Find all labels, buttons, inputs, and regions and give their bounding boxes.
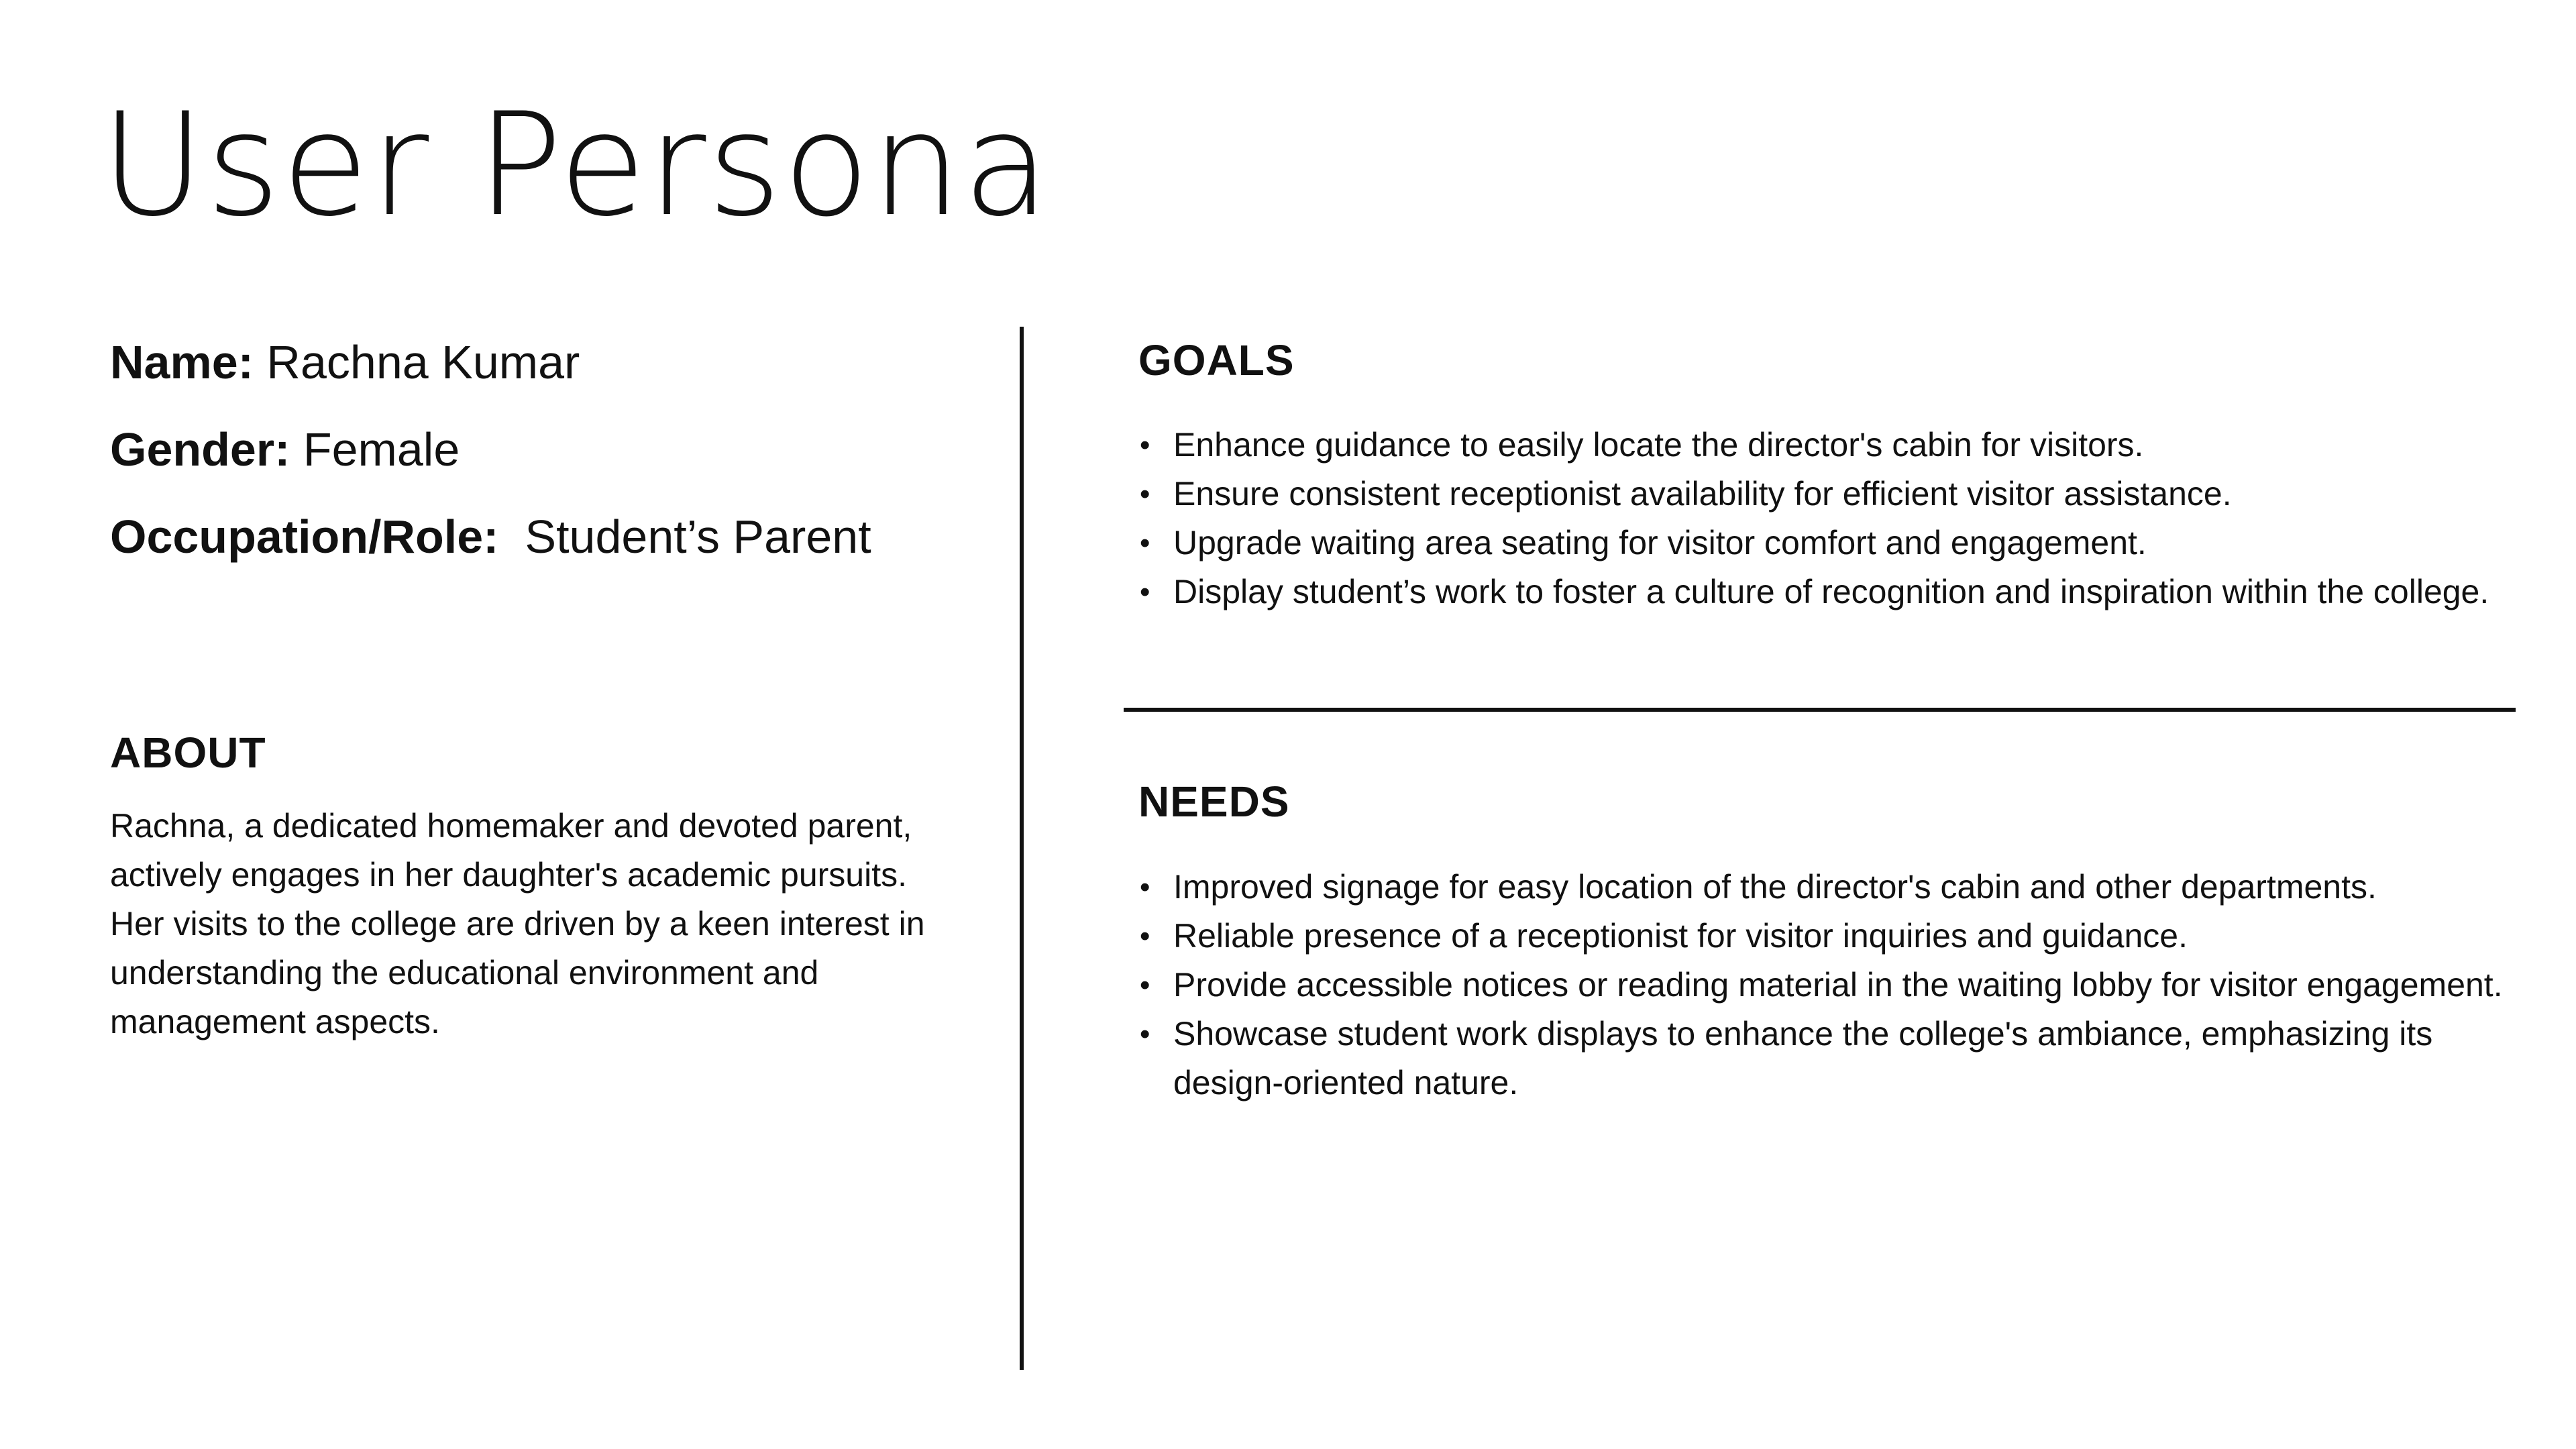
page-title: User Persona [101, 82, 1051, 248]
horizontal-divider [1124, 708, 2516, 712]
need-item: • Reliable presence of a receptionist for visitor inquiries and guidance. [1138, 912, 2514, 961]
needs-list [1138, 863, 2514, 1108]
goals-heading: GOALS [1138, 336, 1295, 384]
goals-list [1138, 421, 2514, 616]
goal-item: • Display student’s work to foster a culture of recognition and inspiration within the college. [1138, 568, 2514, 616]
occupation-value: Student’s Parent [525, 511, 871, 563]
goal-item: • Ensure consistent receptionist availability for efficient visitor assistance. [1138, 470, 2514, 519]
name-field [110, 336, 949, 388]
occupation-field [110, 511, 949, 563]
name-value: Rachna Kumar [266, 336, 580, 388]
vertical-divider [1020, 327, 1024, 1370]
name-label: Name: [110, 336, 254, 388]
need-item: • Showcase student work displays to enhance the college's ambiance, emphasizing its design-oriented nature. [1138, 1010, 2514, 1108]
gender-label: Gender: [110, 423, 290, 476]
about-text: Rachna, a dedicated homemaker and devoted parent, actively engages in her daughter's academic pursuits. Her visits to the college are driven by a keen interest in understanding the educational environment and management aspects. [110, 807, 925, 1040]
goal-item: • Upgrade waiting area seating for visitor comfort and engagement. [1138, 519, 2514, 568]
about-heading: ABOUT [110, 729, 266, 777]
needs-heading: NEEDS [1138, 777, 1290, 826]
gender-field [110, 423, 949, 476]
profile-section [110, 336, 949, 600]
need-item: • Improved signage for easy location of the director's cabin and other departments. [1138, 863, 2514, 912]
gender-value: Female [303, 423, 460, 476]
goal-item: • Enhance guidance to easily locate the director's cabin for visitors. [1138, 421, 2514, 470]
need-item: • Provide accessible notices or reading material in the waiting lobby for visitor engagement. [1138, 961, 2514, 1010]
occupation-label: Occupation/Role: [110, 511, 499, 563]
